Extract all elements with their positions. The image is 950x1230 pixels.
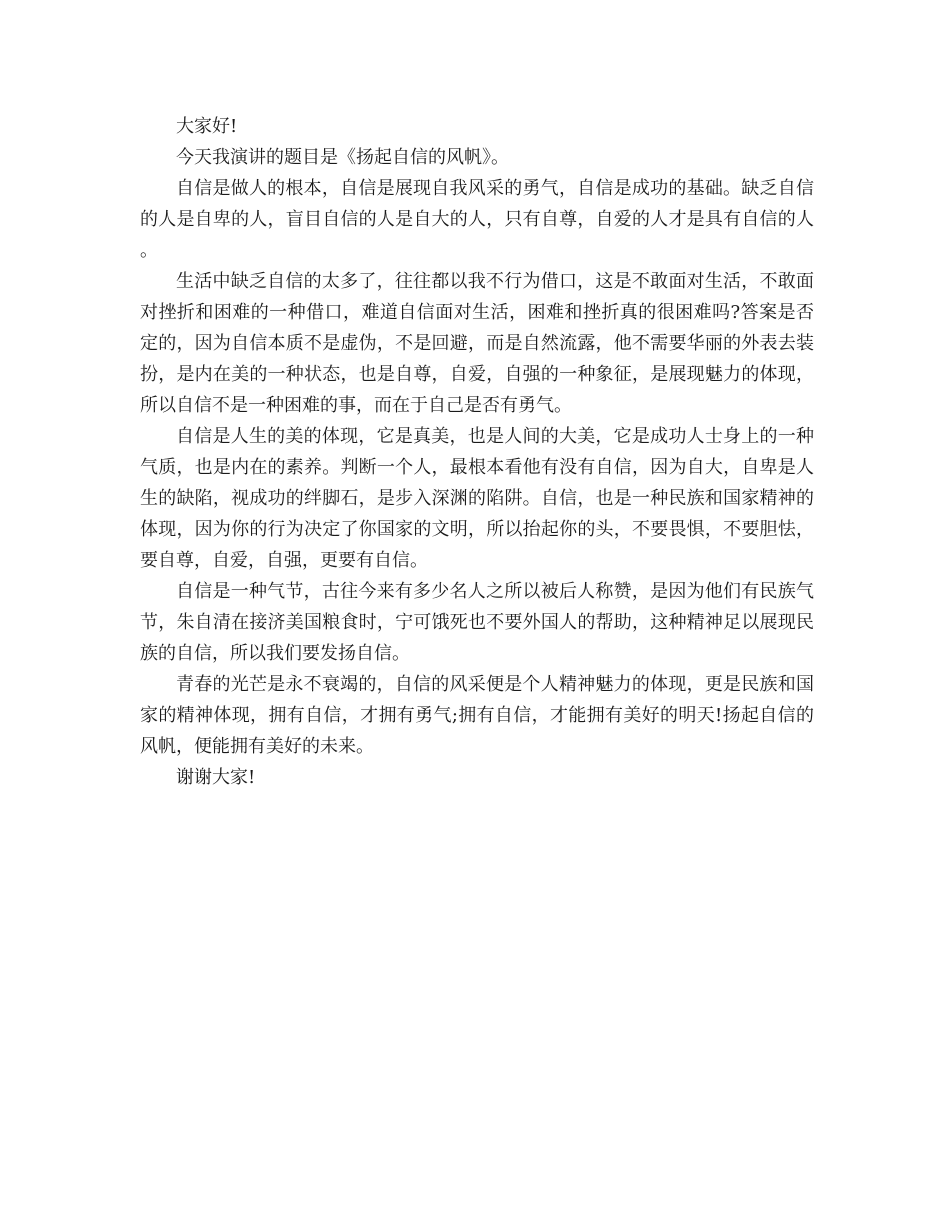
paragraph-1: 自信是做人的根本，自信是展现自我风采的勇气，自信是成功的基础。缺乏自信的人是自卑的人，盲目自信的人是自大的人，只有自尊，自爱的人才是具有自信的人。 <box>140 178 814 261</box>
greeting: 大家好! <box>176 116 238 137</box>
paragraph-4: 自信是一种气节，古往今来有多少名人之所以被后人称赞，是因为他们有民族气节，朱自清在接济美国粮食时，宁可饿死也不要外国人的帮助，这种精神足以展现民族的自信，所以我们要发扬自信。 <box>140 581 814 664</box>
speech-text <box>140 111 814 793</box>
paragraph-2: 生活中缺乏自信的太多了，往往都以我不行为借口，这是不敢面对生活，不敢面对挫折和困难的一种借口，难道自信面对生活，困难和挫折真的很困难吗?答案是否定的，因为自信本质不是虚伪，不是回避，而是自然流露，他不需要华丽的外表去装扮，是内在美的一种状态，也是自尊，自爱，自强的一种象征，是展现魅力的体现，所以自信不是一种困难的事，而在于自己是否有勇气。 <box>140 271 814 416</box>
paragraph-3: 自信是人生的美的体现，它是真美，也是人间的大美，它是成功人士身上的一种气质，也是内在的素养。判断一个人，最根本看他有没有自信，因为自大，自卑是人生的缺陷，视成功的绊脚石，是步入深渊的陷阱。自信，也是一种民族和国家精神的体现，因为你的行为决定了你国家的文明，所以抬起你的头，不要畏惧，不要胆怯，要自尊，自爱，自强，更要有自信。 <box>140 426 814 571</box>
speech-topic: 今天我演讲的题目是《扬起自信的风帆》。 <box>176 147 509 168</box>
paragraph-5: 青春的光芒是永不衰竭的，自信的风采便是个人精神魅力的体现，更是民族和国家的精神体现，拥有自信，才拥有勇气;拥有自信，才能拥有美好的明天!扬起自信的风帆，便能拥有美好的未来。 <box>140 674 814 757</box>
closing-thanks: 谢谢大家! <box>176 767 256 788</box>
